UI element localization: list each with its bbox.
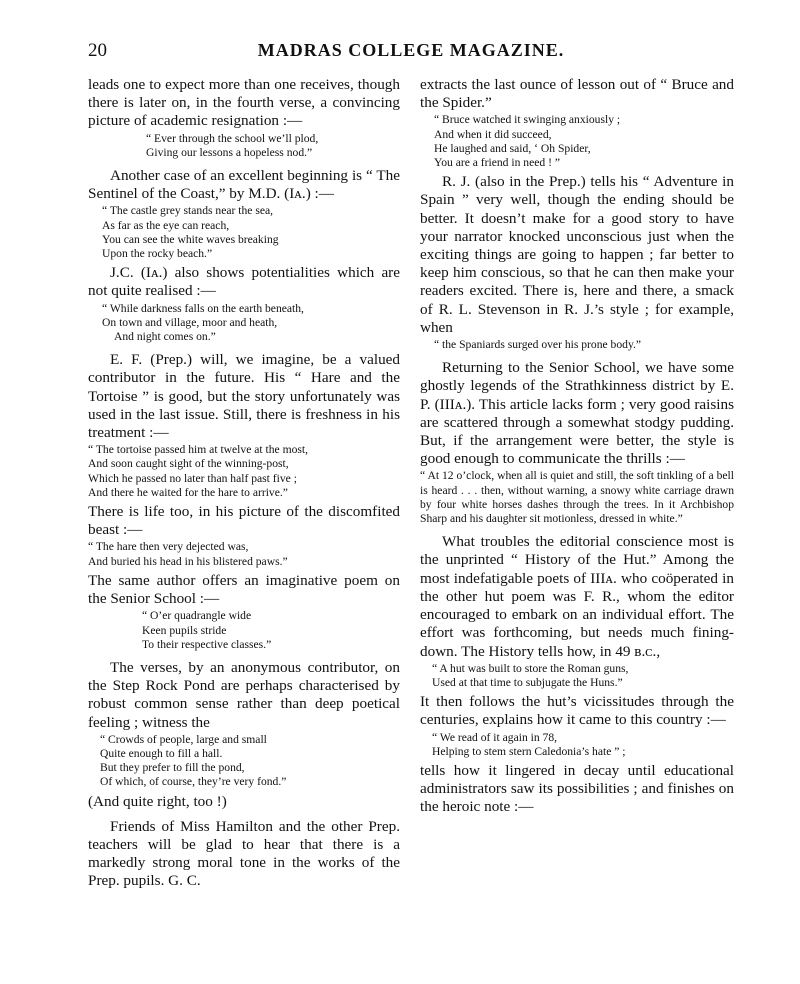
verse-line: “ Bruce watched it swinging anxiously ; — [434, 113, 621, 127]
verse-line: Of which, of course, they’re very fond.” — [100, 775, 287, 789]
paragraph: extracts the last ounce of lesson out of “ Bruce and the Spider.” — [420, 76, 734, 112]
verse-line: He laughed and said, ‘ Oh Spider, — [434, 141, 591, 155]
verse-line: Which he passed no later than half past five ; — [88, 471, 297, 485]
verse-quote — [420, 662, 734, 690]
verse-quote — [88, 443, 400, 500]
verse-quote — [420, 338, 734, 352]
page-number: 20 — [88, 40, 107, 61]
verse-quote — [88, 302, 400, 345]
paragraph: leads one to expect more than one receives, though there is later on, in the fourth verse, a convincing picture of academic resignation :— — [88, 76, 400, 130]
paragraph: Returning to the Senior School, we have some ghostly legends of the Strathkinness district by E. P. (IIIᴀ.). This article lacks form ; very good raisins are scattered through a somewhat stodgy pudding. But, if the arrangement were better, the style is good enough to communicate the thrills :— — [420, 359, 734, 468]
paragraph: (And quite right, too !) — [88, 792, 227, 810]
paragraph: tells how it lingered in decay until educational administrators saw its possibilities ; and finishes on the heroic note :— — [420, 761, 734, 816]
paragraph: There is life too, in his picture of the discomfited beast :— — [88, 503, 400, 539]
paragraph: Friends of Miss Hamilton and the other Prep. teachers will be glad to hear that there is a markedly strong moral tone in the works of the Prep. pupils. G. C. — [88, 817, 400, 890]
verse-quote — [88, 609, 400, 652]
verse-line: On town and village, moor and heath, — [102, 315, 278, 329]
verse-line: But they prefer to fill the pond, — [100, 761, 245, 775]
right-column — [420, 76, 734, 817]
verse-line: And when it did succeed, — [434, 127, 552, 141]
paragraph: The verses, by an anonymous contributor, on the Step Rock Pond are perhaps characterised by robust common sense rather than deep poetical feeling ; witness the — [88, 658, 400, 731]
verse-quote — [420, 731, 734, 759]
verse-line: And there he waited for the hare to arrive.” — [88, 485, 288, 499]
verse-quote — [88, 540, 400, 568]
verse-line: To their respective classes.” — [142, 637, 272, 651]
paragraph: R. J. (also in the Prep.) tells his “ Adventure in Spain ” very well, though the ending should be better. It doesn’t make for a good story to have your narrator knocked unconscious just when the exciting things are going to happen ; far better to keep him conscious, so that he can then make your readers excited. There is, here and there, a smack of R. L. Stevenson in R. J.’s style ; for example, when — [420, 173, 734, 336]
verse-line: Used at that time to subjugate the Huns.” — [432, 675, 623, 689]
verse-line: “ Crowds of people, large and small — [100, 732, 267, 746]
verse-line: And night comes on.” — [114, 330, 216, 344]
paragraph: Another case of an excellent beginning is “ The Sentinel of the Coast,” by M.D. (Iᴀ.) :— — [88, 167, 400, 203]
verse-line: Keen pupils stride — [142, 623, 227, 637]
verse-quote — [88, 132, 400, 160]
verse-quote — [88, 204, 400, 261]
verse-quote — [88, 733, 400, 790]
verse-line: “ The tortoise passed him at twelve at the most, — [88, 443, 309, 457]
left-column — [88, 76, 400, 891]
verse-line: Upon the rocky beach.” — [102, 247, 213, 261]
verse-line: Helping to stem stern Caledonia’s hate ” ; — [432, 744, 626, 758]
verse-line: Quite enough to fill a hall. — [100, 746, 223, 760]
verse-line: “ We read of it again in 78, — [432, 730, 558, 744]
verse-line: “ Ever through the school we’ll plod, — [146, 131, 319, 145]
verse-line: Giving our lessons a hopeless nod.” — [146, 145, 313, 159]
paragraph: E. F. (Prep.) will, we imagine, be a valued contributor in the future. His “ Hare and the Tortoise ” is good, but the story unfortunately was used in the last issue. Still, there is freshness in his treatment :— — [88, 351, 400, 442]
verse-line: “ While darkness falls on the earth beneath, — [102, 301, 304, 315]
magazine-title: MADRAS COLLEGE MAGAZINE. — [257, 40, 565, 60]
paragraph: What troubles the editorial conscience most is the unprinted “ History of the Hut.” Among the most indefatigable poets of IIIᴀ. who coöperated in the other hut poem was F. R., whom the editor encouraged to embark on an individual effort. The effort was forthcoming, but needs much fining-down. The History tells how, in 49 ʙ.ᴄ., — [420, 533, 734, 660]
paragraph: The same author offers an imaginative poem on the Senior School :— — [88, 571, 400, 608]
prose-quote — [420, 469, 734, 526]
paragraph: It then follows the hut’s vicissitudes through the centuries, explains how it came to this country :— — [420, 693, 734, 729]
verse-quote — [420, 113, 734, 170]
verse-line: And soon caught sight of the winning-post, — [88, 457, 289, 471]
verse-line: “ O’er quadrangle wide — [142, 609, 252, 623]
paragraph: J.C. (Iᴀ.) also shows potentialities which are not quite realised :— — [88, 264, 400, 300]
quote-text: “ At 12 o’clock, when all is quiet and still, the soft tinkling of a bell is heard . . . then, without warning, a snowy white carriage drawn by four white horses dashes through the trees. In it Archbishop Sharp and his daughter sit motionless, dressed in white.” — [420, 469, 734, 526]
verse-line: As far as the eye can reach, — [102, 218, 230, 232]
verse-line: You are a friend in need ! ” — [434, 156, 560, 170]
verse-line: “ A hut was built to store the Roman guns, — [432, 661, 629, 675]
verse-line: You can see the white waves breaking — [102, 232, 279, 246]
verse-line: And buried his head in his blistered paws.” — [88, 554, 288, 568]
verse-line: “ the Spaniards surged over his prone body.” — [434, 338, 642, 352]
verse-line: “ The hare then very dejected was, — [88, 540, 249, 554]
verse-line: “ The castle grey stands near the sea, — [102, 204, 274, 218]
page-header — [88, 40, 734, 64]
